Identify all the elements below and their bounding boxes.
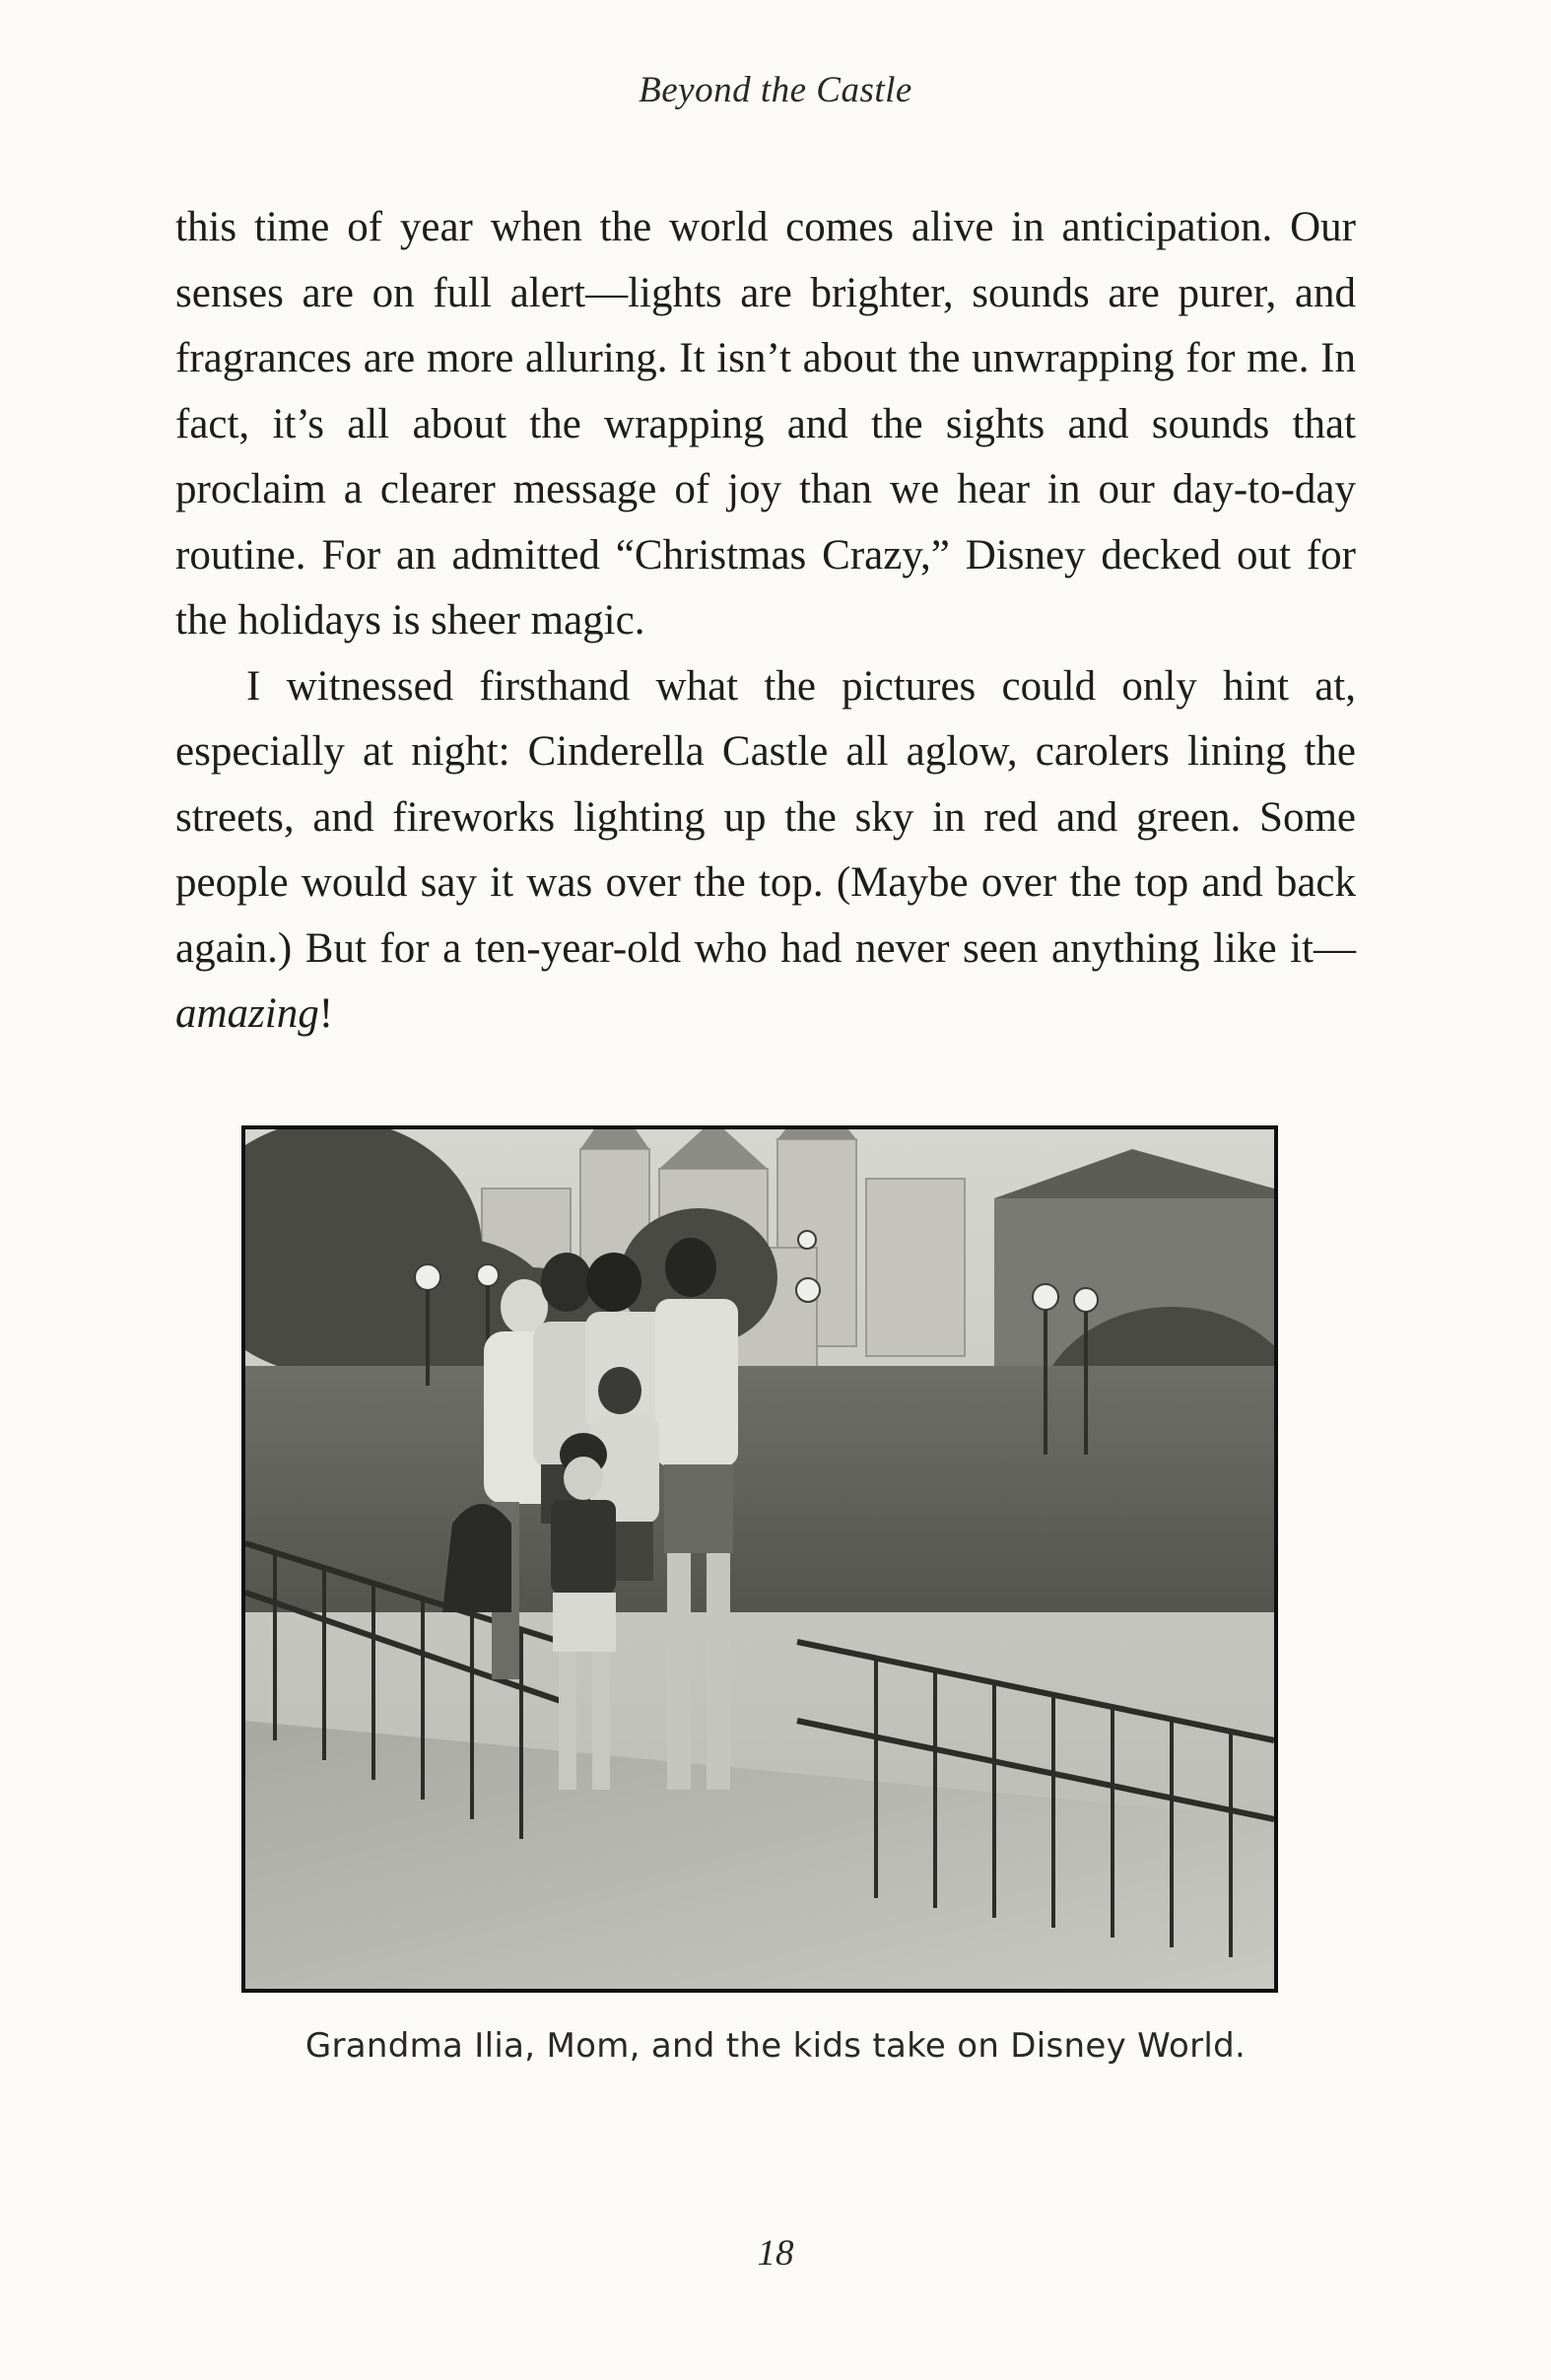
- body-text: [175, 195, 1356, 1048]
- paragraph-1: this time of year when the world comes alive in anticipation. Our senses are on full alert—lights are brighter, sounds are purer, and fragrances are more alluring. It isn’t about the unwrapping for me. In fact, it’s all about the wrapping and the sights and sounds that proclaim a clearer message of joy than we hear in our day-to-day routine. For an admitted “Christmas Crazy,” Disney decked out for the holidays is sheer magic.: [175, 204, 1356, 644]
- running-head: Beyond the Castle: [639, 70, 912, 110]
- family-photo-image: [245, 1129, 1274, 1989]
- paragraph-2-emphasis: amazing: [175, 990, 319, 1037]
- paragraph-2-text: I witnessed firsthand what the pictures could only hint at, especially at night: Cinderella Castle all aglow, carolers lining the streets, and fireworks lighting up the sky in red and green. Some people would say it was over the top. (Maybe over the top and back again.) But for a ten-year-old who had never seen anything like it—: [175, 662, 1356, 972]
- paragraph-2-end: !: [318, 990, 334, 1037]
- page-number: 18: [757, 2233, 794, 2274]
- photo-caption: Grandma Ilia, Mom, and the kids take on Disney World.: [304, 2026, 1247, 2066]
- paragraph-2: [175, 654, 1356, 1048]
- family-photo: [241, 1125, 1278, 1993]
